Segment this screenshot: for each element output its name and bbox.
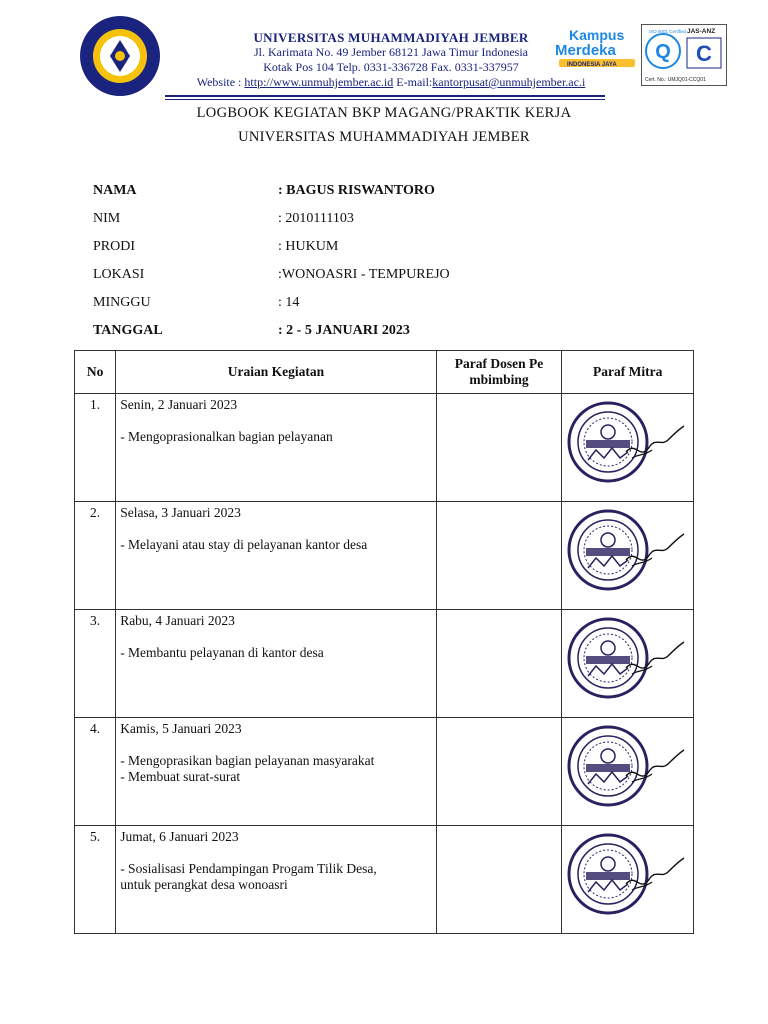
info-row [93, 211, 613, 239]
info-row [93, 323, 613, 351]
svg-text:Q: Q [655, 41, 671, 63]
info-value: : BAGUS RISWANTORO [278, 183, 435, 198]
partner-signature-cell [562, 502, 694, 610]
university-address: Jl. Karimata No. 49 Jember 68121 Jawa Timur Indonesia [254, 45, 528, 59]
table-row [75, 826, 694, 934]
lecturer-signature-cell [436, 502, 562, 610]
table-header-row [75, 351, 694, 394]
kampus-logo-line3: INDONESIA JAYA [567, 62, 617, 68]
activity-item: - Membuat surat-surat [120, 769, 241, 784]
university-contact: Kotak Pos 104 Telp. 0331-336728 Fax. 0331-337957 [263, 60, 519, 74]
jas-anz-label: JAS-ANZ [687, 28, 716, 35]
header-divider-thin [165, 99, 605, 100]
university-name: UNIVERSITAS MUHAMMADIYAH JEMBER [253, 30, 529, 45]
col-header-partner-signature: Paraf Mitra [562, 351, 694, 394]
info-value: : 14 [278, 295, 300, 310]
partner-signature-cell [562, 718, 694, 826]
info-value: : 2 - 5 JANUARI 2023 [278, 323, 410, 338]
logbook-table [74, 350, 694, 934]
table-row [75, 610, 694, 718]
student-info [93, 183, 613, 351]
partner-signature-cell [562, 826, 694, 934]
lecturer-signature-cell [436, 394, 562, 502]
row-number: 4. [75, 718, 116, 826]
info-row [93, 239, 613, 267]
col-header-lecturer-signature: Paraf Dosen Pe mbimbing [436, 351, 562, 394]
activity-cell [116, 826, 437, 934]
activity-item: - Mengoprasionalkan bagian pelayanan [120, 429, 333, 444]
activity-cell [116, 718, 437, 826]
info-label: PRODI [93, 239, 136, 254]
activity-date: Senin, 2 Januari 2023 [120, 397, 238, 412]
header-divider [165, 95, 605, 97]
university-logo [78, 14, 162, 98]
col-header-no: No [75, 351, 116, 394]
partner-stamp-signature [566, 616, 686, 700]
svg-text:C: C [696, 41, 712, 66]
info-label: NAMA [93, 183, 137, 198]
row-number: 1. [75, 394, 116, 502]
cert-number: Cert. No.: UMJQ01-CCQ01 [645, 77, 706, 83]
partner-stamp-signature [566, 508, 686, 592]
activity-cell [116, 394, 437, 502]
lecturer-signature-cell [436, 826, 562, 934]
activity-date: Rabu, 4 Januari 2023 [120, 613, 235, 628]
info-label: TANGGAL [93, 323, 163, 338]
activity-item: - Melayani atau stay di pelayanan kantor desa [120, 537, 368, 552]
info-row [93, 295, 613, 323]
email-label: E-mail: [393, 75, 433, 89]
row-number: 2. [75, 502, 116, 610]
document-subtitle: UNIVERSITAS MUHAMMADIYAH JEMBER [238, 129, 530, 145]
info-row [93, 267, 613, 295]
kampus-merdeka-logo [553, 26, 637, 70]
activity-date: Kamis, 5 Januari 2023 [120, 721, 242, 736]
activity-date: Selasa, 3 Januari 2023 [120, 505, 241, 520]
university-web-email [165, 75, 617, 90]
info-label: LOKASI [93, 267, 145, 282]
document-title: LOGBOOK KEGIATAN BKP MAGANG/PRAKTIK KERJA [196, 105, 572, 121]
table-row [75, 502, 694, 610]
lecturer-signature-cell [436, 718, 562, 826]
iso-label: ISO 9001 Certified [649, 29, 687, 34]
website-label: Website : [196, 75, 245, 89]
info-value: : HUKUM [278, 239, 339, 254]
partner-stamp-signature [566, 832, 686, 916]
lecturer-signature-cell [436, 610, 562, 718]
iso-certification-logo [641, 24, 727, 86]
partner-stamp-signature [566, 400, 686, 484]
info-label: MINGGU [93, 295, 151, 310]
info-value: :WONOASRI - TEMPUREJO [278, 267, 450, 282]
row-number: 5. [75, 826, 116, 934]
activity-item: untuk perangkat desa wonoasri [120, 877, 288, 892]
website-link[interactable]: http://www.unmuhjember.ac.id [244, 75, 394, 89]
info-row [93, 183, 613, 211]
activity-cell [116, 610, 437, 718]
table-row [75, 718, 694, 826]
letterhead [0, 0, 768, 100]
activity-item: - Mengoprasikan bagian pelayanan masyarakat [120, 753, 375, 768]
activity-cell [116, 502, 437, 610]
col-header-activity: Uraian Kegiatan [116, 351, 437, 394]
partner-stamp-signature [566, 724, 686, 808]
kampus-logo-line1: Kampus [569, 27, 625, 43]
row-number: 3. [75, 610, 116, 718]
kampus-logo-line2: Merdeka [555, 42, 616, 59]
email-link[interactable]: kantorpusat@unmuhjember.ac.i [432, 75, 586, 89]
info-label: NIM [93, 211, 121, 226]
table-row [75, 394, 694, 502]
partner-signature-cell [562, 394, 694, 502]
activity-date: Jumat, 6 Januari 2023 [120, 829, 239, 844]
activity-item: - Sosialisasi Pendampingan Progam Tilik Desa, [120, 861, 377, 876]
activity-item: - Membantu pelayanan di kantor desa [120, 645, 324, 660]
info-value: : 2010111103 [278, 211, 354, 226]
partner-signature-cell [562, 610, 694, 718]
